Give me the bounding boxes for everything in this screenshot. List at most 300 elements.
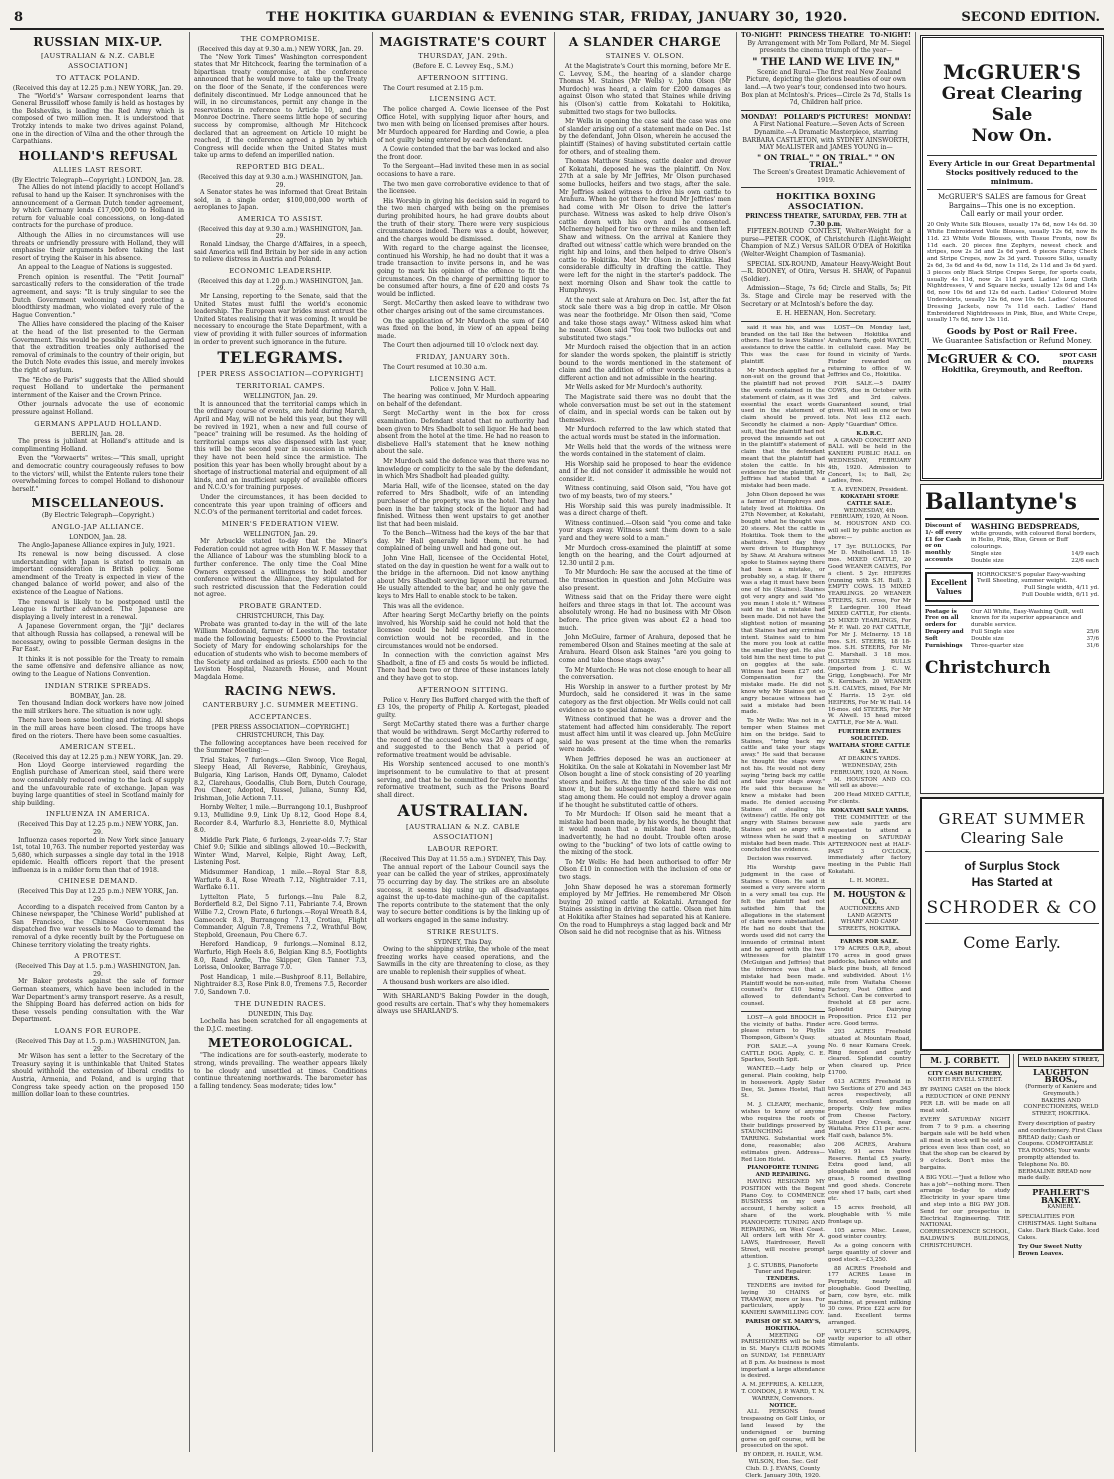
dateline: BOMBAY, Jan. 28. — [70, 692, 126, 700]
paragraph: To Mr Wells: He had been authorised to offer Mr Olson £10 in connection with the inclusion of one or two stags. — [559, 858, 731, 881]
column-2 — [194, 32, 367, 1452]
corbett-text: BY PAYING CASH on the block a REDUCTION of ONE PENNY PER LB. will be made on all meat sold. — [920, 1087, 1010, 1114]
ad-heading: KOKATAHI SALE YARDS. — [830, 807, 909, 814]
paragraph: Midsummer Handicap, 1 mile.—Royal Star 8.8, Warfurlo 8.4, Rose Wreath 7.12, Nightraider 7.11, Warflake 6.11. — [194, 869, 367, 892]
credit-line: [PER PRESS ASSOCIATION—COPYRIGHT] — [197, 370, 364, 379]
paragraph: According to a dispatch received from Canton by a Chinese newspaper, the "Chinese World" published at San Francisco, the Chinese Government has dispatched five war vessels to Macao to demand the removal of a dyke recently built by the Portuguese on Chinese territory violating the treaty rights. — [12, 903, 184, 949]
paragraph: The two men gave corroborative evidence to that of the licensee. — [377, 180, 549, 196]
article-heading: AUSTRALIAN. — [397, 801, 529, 821]
paragraph: Even the "Vorwaerts" writes:—"This small, upright and democratic country courageously refuses to bow to the victors' will, whilst the Entente rulers tone their overwhelming forces to compel Holland to dishonour herself." — [12, 455, 184, 493]
dateline: LONDON, Jan. 28. — [69, 533, 127, 541]
paragraph: Other journals advocate the use of economic pressure against Holland. — [12, 401, 184, 416]
newspaper-title: THE HOKITIKA GUARDIAN & EVENING STAR, FRIDAY, JANUARY 30, 1920. — [266, 10, 848, 25]
dateline: DUNEDIN, This Day. — [248, 1010, 313, 1018]
paragraph: The "World's" Warsaw correspondent learns that General Brussiloff whose family is held as hostages by the Bolsheviks, is leading the Red Army which is composed of two million men. It is understood that Trotzky intends to make two drives against Poland, one in the direction of Vilna and the other through the Carpathians. — [12, 92, 184, 146]
mcgruer-headline: Now On. — [971, 126, 1053, 146]
subheading: INDIAN STRIKE SPREADS. — [44, 681, 152, 690]
credit-line: [AUSTRALIAN & N.Z. CABLE ASSOCIATION] — [405, 823, 521, 842]
paragraph: Ronald Lindsay, the Charge d'Affaires, in a speech, said America will find Britain by her side in any action to relieve distress in Austria and Poland. — [194, 241, 367, 264]
paragraph: His Worship gave judgment in the case of Staines v. Olson. He said it seemed a very severe storm in a very small tea cup. He felt the plaintiff had not satisfied him that the allegations in the statement of claim were substantiated. He had no doubt that the words used did not carry the innuendo of criminal intent and he agreed with the two witnesses for plaintiff (McGuigan and Jeffries) that the inference was that a mistake had been made. Plaintiff would be non-suited, counsel's for £10 being allowed to defendant's counsel. — [741, 864, 825, 1007]
laughton-advert — [1018, 1054, 1104, 1258]
price-line — [971, 643, 1099, 650]
paragraph: A Cowie contended that the bar was locked and also the front door. — [377, 146, 549, 161]
paragraph: Maria Hall, wife of the licensee, stated on the day referred to Mrs Shadbolt, wife of an intending purchaser of the property, was in the hotel. They had been in the bar taking stock of the liquor and had finished. Witness then went upstairs to get another list that had been mislaid. — [377, 482, 549, 528]
ballantyne-desc: white grounds, with coloured floral borders, in Helio, Pink, Blue, Green or Buff colourings. — [971, 530, 1097, 551]
size-label: Double size — [971, 635, 1004, 642]
column-4 — [559, 32, 731, 1452]
divider — [925, 605, 1099, 606]
farm-listing: 613 ACRES Freehold in two Sections of 270 and 343 acres respectively, all fenced, excellent grazing property. Only few miles from Cheese Factory. Situated Dry Creek, near Waitaha. Price £11 per acre. Half cash, balance 5%. — [828, 1078, 911, 1140]
paragraph: His Worship in giving his decision said in regard to the two men charged with being on the premises during prohibited hours, he had grave doubts about the truth of their story. There were very suspicious circumstances indeed. There was a doubt, however, and the charges would be dismissed. — [377, 197, 549, 243]
subheading: REPORTED BIG DEAL. — [236, 162, 325, 171]
paragraph: After hearing Sergt McCarthy briefly on the points involved, his Worship said he could not hold that the licensee could be held responsible. The licence conviction would not be recorded, and in the circumstances would not be endorsed. — [377, 612, 549, 650]
paragraph: An appeal to the League of Nations is suggested. — [18, 264, 173, 272]
monday-label: MONDAY! — [874, 112, 911, 121]
paragraph: To Mr Wells: Was not in a temper when Staines met him on the bridge. Said to Staines, "bring back my cattle and take your stags away." He said that because he thought the stags were not his. He would not deny saying "bring back my cattle and take your stags away." He said this because he knew a mistake had been made. He denied accusing Staines of stealing his (witness') cattle. He only got angry with Staines because Staines got so angry with witness when he said that a mistake had been made. This concluded the evidence. — [741, 718, 825, 854]
advert-sharland: With SHARLAND'S Baking Powder in the dough, good results are certain. That's why they homemakers always use SHARLAND'S. — [377, 993, 549, 1016]
ad-heading: TENDERS. — [766, 1276, 800, 1283]
farm-listing: 105 acres Misc. Lease, good winter country. — [828, 1227, 911, 1241]
paragraph: Mr Murdoch applied for a non-suit on the ground that the plaintiff had not proved the words contained in the statement of claim, as it was essential the exact words used in the statement of claim should be proved. Secondly he claimed a non-suit, that the plaintiff had not proved the innuendo set out in the plaintiff's statement of claim that the defendant meant that the plaintiff had stolen the cattle. In his evidence for the plaintiff, Mr Jeffries had stated that a mistake had been made. — [741, 367, 825, 490]
paragraph: Witness continued that he was a drover and the statement had affected him considerably. The report must affect him until it was cleared up. John McGuire said he was present at the time when the remarks were made. — [559, 716, 731, 754]
paragraph: The Allies do not intend placidly to accept Holland's refusal to hand up the Kaiser. It synchronises with the announcement of a German Dutch tender agreement, by which Germany lends £17,000,000 to Holland in return for valuable coal concessions, on long-dated contracts for the purchase of produce. — [12, 184, 184, 230]
signature: E. H. HEENAN, Hon. Secretary. — [776, 310, 876, 318]
subheading: TO ATTACK POLAND. — [55, 74, 141, 82]
dateline: (Received this day at 12.25 p.m.) NEW YORK, Jan. 29. — [12, 754, 184, 762]
theatre-text: A First National Feature.—Seven Acts of Screen Dynamite.—A Dramatic Masterpiece, starring BARBARA CASTLETON, with SYDNEY AINSWORTH, MAY McALISTER and JAMES YOUNG in— — [742, 121, 910, 152]
paragraph: In connection with the conviction against Mrs Shadbolt, a fine of £5 and costs 5s would be inflicted. There had been two or three of these instances lately and they have got to stop. — [377, 652, 549, 682]
ballantyne-postage: Postage is Free on all orders for Drapery and Soft Furnishings — [925, 608, 964, 649]
bottom-adverts — [920, 1054, 1104, 1258]
ad-heading: WAITAHA STORE CATTLE SALE. — [828, 742, 911, 756]
schroder-company: SCHRODER & CO — [926, 898, 1098, 918]
dateline: CHRISTCHURCH, This Day. — [236, 613, 325, 621]
boxing-text: FIFTEEN-ROUND CONTEST, Welter-Weight for a purse—PETER COOK, of Christchurch (Light-Weight Champion of N.Z.) Versus SAILOR O'DEA of Hokitika (Welter-Weight Champion of Tasmania). — [741, 228, 911, 259]
paragraph: When Jeffries deposed he was an auctioneer at Hokitika. On the sale at Kokatahi in November last Mr Olson bought a line of stock consisting of 20 yearling steers and heifers. At the time of the sale he did not know it, but he subsequently heard there was one stag among them. He could not employ a drover again if he thought he substituted cattle of others. — [559, 756, 731, 809]
schroder-tagline: Come Early. — [963, 933, 1061, 952]
subheading: LICENSING ACT. — [429, 95, 497, 104]
schroder-advert — [920, 797, 1104, 1051]
ballantyne-row — [925, 572, 1099, 602]
theatre-text: By Arrangement with Mr Tom Pollard, Mr M. Siegel presents the cinema triumph of the year— — [747, 39, 911, 55]
price-line — [971, 629, 1099, 636]
monday-label: MONDAY! — [741, 112, 778, 121]
subheading: CANTERBURY J.C. SUMMER MEETING. — [202, 701, 359, 710]
subheading: FRIDAY, JANUARY 30th. — [415, 353, 511, 361]
divider — [741, 187, 911, 188]
cattle-list: 17 3yr. BULLOCKS, For Mr D. Mulholland. 15 18-mos. MIXED CATTLE, 20 Good WEANER CALVES, For a client. 5 2yr. HEIFERS (running with S.H. Bull). 2 EMPTY COWS. 15 MIXED YEARLINGS. 20 WEANER STEERS, S.H. cross, For Mr P. Lardegrer. 100 Head MIXED CATTLE, For clients. 25 MIXED YEARLINGS, For Mr F. Wall. 20 FAT CATTLE, For Mr J. McInerny. 15 18 mos. S.H. STEERS, 18 18-mos. S.H. STEERS, For Mr C. Marshall. 3 18 mos. HOLSTEIN BULLS (imported from J. C. W. Grigg, Longbeach). For Mr N. Kernbach. 20 WEANER S.H. CALVES, mixed, For Mr V. Harris. 15 2-yr. old HEIFERS, For Mr W. Hall. 14 16-mos. old STEERS, For Mr W. Alwell. 15 head mixed CATTLE, For Mr A. Wall. — [828, 543, 911, 727]
price-value: 22/6 each — [1071, 557, 1099, 564]
signature: L. H. MOREL. — [849, 877, 890, 884]
article-heading: MAGISTRATE'S COURT — [379, 35, 547, 49]
pictures-label: POLLARD'S PICTURES! — [783, 112, 869, 121]
film-title: " ON TRIAL." " ON TRIAL." " ON TRIAL." — [757, 152, 895, 170]
price-line — [971, 551, 1099, 558]
ad-heading: NOTICE. — [769, 1402, 797, 1409]
ballantyne-quilt — [971, 609, 1099, 650]
paragraph: Hereford Handicap, 9 furlongs.—Nominal 8.12, Warfurlo, High Heels 8.6, Belgian King 8.5, Footlights 8.0, Rand Ardle, The Skipper, Glen Tanner 7.3, Lorissa, Onlooker, Barrage 7.0. — [194, 941, 367, 972]
subheading: ALLIES LAST RESORT. — [53, 165, 143, 174]
houston-name: M. HOUSTON & CO. — [833, 888, 906, 907]
divider — [1018, 1185, 1104, 1186]
ad-heading: FARMS FOR SALE. — [840, 938, 899, 945]
corbett-business: CITY CASH BUTCHERY, — [927, 1070, 1003, 1077]
ballantyne-bedspreads — [971, 523, 1099, 565]
farm-listing: 15 acres freehold, all ploughable with ½ mile frontage up. — [828, 1205, 911, 1225]
theatre-name: PRINCESS THEATRE — [788, 31, 864, 39]
column-3 — [377, 32, 549, 1452]
signature: A. M. JEFFRIES, A. KELLER, T. CONDON, J. P. WARD, T. N. WARREN, Convenors. — [741, 1382, 825, 1402]
edition-label: SECOND EDITION. — [961, 10, 1100, 25]
ad-heading: PIANOFORTE TUNING AND REPAIRING. — [747, 1165, 819, 1179]
farm-listing: As a going concern with large quantity of clover and good stock.—£3,250. — [828, 1243, 911, 1263]
ad-heading: K.D.R.C. — [856, 430, 883, 437]
price-line — [971, 636, 1099, 643]
ballantyne-desc: Our All White, Easy-Washing Quilt, well known for its superior appearance and durable service. — [971, 608, 1084, 629]
paragraph: To the Bench—Witness had the keys of the bar that day. Mr Hall generally held them, but he had complained of being unwell and had gone out. — [377, 530, 549, 553]
classified-ad: WANTED.—Lady help or general. Plain cooking, help in housework. Apply Sister Dee, St. James Hostel, Hall St. — [741, 1066, 825, 1100]
dateline: WELLINGTON, Jan. 29. — [243, 393, 318, 401]
houston-line: WHARF AND CAMP STREETS, HOKITIKA. — [838, 919, 901, 933]
ad-heading: KOKATAHI STORE CATTLE SALE. — [840, 493, 899, 507]
classified-ad: M. HOUSTON AND CO. will sell as above:— — [828, 776, 911, 790]
divider — [927, 155, 1097, 156]
paragraph: The following acceptances have been received for the Summer Meeting:— — [194, 739, 367, 755]
ballantyne-row — [925, 523, 1099, 565]
paragraph: John Shaw deposed he was a storeman formerly employed by Mr Jeffries. He remembered Mr Olson buying 20 mixed cattle at Kokatahi. Arranged for Staines assisting in driving the cattle. Olson met him at Hokitika after Staines had separated his at Kaniere. On the road to Humphreys a stag lagged back and Mr Olson said he did not recognise that as his. Witness — [559, 883, 731, 937]
classified-ad: THE COMMITTEE of the new sale yards are requested to attend a meeting on SATURDAY AFTERNOON next at HALF-PAST 3 O'CLOCK, immediately after factory meeting in the Public Hall Kokatahi. — [828, 814, 911, 875]
column-6 — [920, 32, 1104, 1452]
corbett-text: EVERY SATURDAY NIGHT from 7 to 9 p.m. a cheering bargain sale will be held when all meat in stock will be sold at prices even less than cost, so that the shop can be cleared by 9 o'clock. Don't miss the bargains. — [920, 1117, 1010, 1171]
article-heading: METEOROLOGICAL. — [207, 1036, 354, 1051]
dateline: (Received this day at 12.25 p.m.) NEW YORK, Jan. 29. — [12, 85, 184, 92]
paragraph: Trial Stakes, 7 furlongs.—Glen Swoop, Vice Regal, Sleepy Head, All Reverse, Rabbinic, Greyhaus, Bulgaria, King Larison, Hands Off, Dynamo, Calodet 8.2, Clarehaus, Goodallis, Club Born, Dutch Courage, Pou Cheer, Adopted, Russel, Juliana, Sunny Kid, Irishman, Jolie Actionn 7.11. — [194, 756, 367, 802]
paragraph: It is announced that the territorial camps which in the ordinary course of events, are held during March, April and May, will not be held this year, but they will be revived in 1921, when a new and full course of "peace" training will be resumed. As the holding of territorial camps was also dispensed with last year, this will be the second year in succession in which they have not been held since the armistice. The position this year has been wholly brought about by a shortage of instructional material and equipment of all kinds, and an insufficient supply of available officers and N.C.O.'s for training purposes. — [194, 400, 367, 492]
subheading: A PROTEST. — [74, 952, 122, 961]
paragraph: The annual report of the Labour Council says the year can be called the year of strikes, approximately 75 occurring day by day. The strikes are an absolute success, it seems big using up all disadvantages against the up-to-date machine-gun of the capitalist. The reports contribute to the statement that the only way to secure better conditions is by the linking up of all workers engaged in the same industry. — [377, 863, 549, 925]
signature: J. C. STUBBS, Pianoforte Tuner and Repairer. — [747, 1262, 819, 1276]
subheading: PROBATE GRANTED. — [239, 602, 322, 611]
paragraph: Mr Lansing, reporting to the Senate, said that the United States must fulfil the world's economic leadership. The European war brides must entrust the United States realising that it was coming. It would be necessary to encourage the State Department, with a view of providing it with fuller sources of information in order to prevent such ignorance in the future. — [194, 293, 367, 346]
subheading: LOANS FOR EUROPE. — [54, 1026, 142, 1035]
article-heading: A SLANDER CHARGE — [568, 35, 722, 49]
divider — [741, 1011, 825, 1012]
mcgruer-text: McGRUER'S SALES are famous for Great Bargains—This one is no exception. — [937, 193, 1087, 210]
farm-listing: 88 ACRES Freehold and 177 ACRES Lease in Perpetuity, nearly all ploughable. Good Dwelling, barn, cow byre, etc. milk machine, at present milking 30 cows. Price £22 acre for land. Excellent terms arranged. — [828, 1265, 911, 1326]
paragraph: It thinks it is not possible for the Treaty to remain the same offensive and defensive alliance as now, owing to the League of Nations Convention. — [12, 655, 184, 678]
pfahlert-name: PFAHLERT'S BAKERY. — [1032, 1187, 1090, 1205]
column-rule — [554, 32, 555, 1452]
subheading: THE COMPROMISE. — [240, 35, 321, 43]
schroder-text: of Surplus Stock — [964, 859, 1060, 873]
laughton-name: LAUGHTON BROS., — [1033, 1066, 1089, 1085]
signature: T. A. EVENDEN, President. — [831, 487, 908, 494]
divider — [925, 568, 1099, 569]
paragraph: Although the Allies in no circumstances will use threats or unfriendly pressure with Holland, they will emphasise their arguments before taking the last resort of trying the Kaiser in his absence. — [12, 231, 184, 262]
paragraph: The Court resumed at 10.30 a.m. — [383, 364, 488, 371]
column-rule — [736, 32, 737, 1452]
ad-date: WEDNESDAY, 25th FEBRUARY, 1920, At Noon. — [830, 763, 909, 776]
corbett-name: M. J. CORBETT. — [920, 1054, 1010, 1068]
dateline: (Received This Day at 11.55 a.m.) SYDNEY, This Day. — [379, 856, 547, 864]
paragraph: Sergt McCarthy went in the box for cross examination. Defendant stated that no authority had been given to Mrs Shadbolt to sell liquor. He had been absent from the hotel at the time. He had no reason to disbelieve Hall's statement that he knew nothing about the sale. — [377, 410, 549, 456]
paragraph: A Japanese Government organ, the "Jiji" declares that although Russia has collapsed, a renewal will be necessary, owing to possible German designs in the Far East. — [12, 623, 184, 654]
article-heading: HOLLAND'S REFUSAL — [18, 148, 178, 163]
paragraph: To Mr Murdoch: If Olson said he meant that a mistake had been made, by his words, he thought that it would mean that a mistake had been made, inadvertently, he had no doubt. Trouble often arose owing to the "bucking" of two lots of cattle owing to the mixing of the stock. — [559, 811, 731, 857]
subheading: ANGLO-JAP ALLIANCE. — [51, 522, 145, 531]
paragraph: Influenza cases reported in New York since January 1st, total 10,763. The number reported yesterday was 5,680, which surpasses a single day total in the 1918 epidemic. Health officers report that the present influenza is in a milder form than that of 1918. — [12, 836, 184, 874]
signature: BY ORDER, H. HAILE, W.M. WILSON, Hon. Sec. Golf Club. D. J. EVANS, County Clerk. January 30th, 1920. — [743, 1452, 823, 1479]
divider — [927, 349, 1097, 350]
divider — [377, 989, 549, 990]
dateline: (Received this day at 1.20 p.m.) WASHINGTON, Jan. 29. — [198, 277, 363, 293]
dateline: (Received This Day at 1.5. p.m.) WASHINGTON, Jan. 29. — [15, 963, 181, 978]
paragraph: Mr Murdoch referred to the law which stated that the actual words must be stated in the information. — [559, 426, 731, 441]
paragraph: John Olson deposed he was a farmer of Humphreys and lately lived at Hokitika. On 27th November, at Kokatahi, bought what he thought was 20 steers. Met the cattle in Hokitika. Took them to the abattoirs. Next day they were driven to Humphreys by Shaw. At Arahura witness spoke to Staines saying there had been a mistake, or probably so, a stag. If there was a stag it must have been one of his (Staines). Staines got very angry and said "do you mean I stole it." Witness said no that a mistake had been made. Did not have the slightest notion of meaning that Staines had any criminal intent. Staines said to him the more you look at cattle the smaller they get. He also told him the next time to put on goggles at the sale. Witness had been £27 odd. Compensation for the mistake made. He did not know why Mr Staines got so angry because witness had said a mistake had been made. — [741, 491, 825, 716]
paragraph: Mr Wells asked for Mr Murdoch's authority. — [565, 384, 703, 392]
size-label: Double size — [971, 557, 1004, 564]
classified-ad: ALL PERSONS found trespassing on Golf Links, or land leased by the undersigned or burning gorse on golf course, will be prosecuted on the spot. — [741, 1409, 825, 1450]
classified-ad: FOR SALE.—5 DAIRY COWS, due in October with 3rd and 3rd calves. Guaranteed sound, trial given. Will sell in one or two lots. Not less £12 each. Apply "Guardian" Office. — [828, 381, 911, 428]
paragraph: His Worship in answer to a further protest by Mr Murdoch, said he considered it was in the same category as the first objection. Mr Wells could not call evidence as to special damage. — [559, 683, 731, 714]
boxing-text: SPECIAL SIX-ROUND, Amateur Heavy-Weight Bout—R. ROONEY, of Otira, Versus H. SHAW, of Papanui (Soldier). — [741, 260, 911, 283]
laughton-text: Every description of pastry and confectionery. First Class BREAD daily; Cash or Coupons. COMFORTABLE TEA ROOMS; Your wants promptly attended to. Telephone No. 80. BERMALINE BREAD now made daily. — [1018, 1120, 1103, 1182]
classified-ad: A GRAND CONCERT AND BALL will be held in the KANIERI PUBLIC HALL on WEDNESDAY, FEBRUARY 4th, 1920. Admission to Concert, 1s; to Ball, 2s; Ladies, free. — [828, 437, 911, 485]
split-section — [741, 325, 911, 1479]
paragraph: Its renewal is now being discussed. A close understanding with Japan is stated to remain an important consideration in British policy. Some amendment of the Treaty is expected in view of the changed balance of world power, and also of the existence of the League of Nations. — [12, 551, 184, 597]
mcgruer-towns: Hokitika, Greymouth, and Reefton. — [941, 364, 1083, 374]
paragraph: Witness continuing, said Olson said, "You have got two of my beasts, two of my steers." — [559, 485, 731, 501]
price-value: 31/6 — [1086, 642, 1099, 649]
paragraph: Hon Lloyd George interviewed regarding the English purchase of American steel, said there were now considerably reduced owing to the lack of supply and the unfavourable rate of exchange. Japan was buying large quantities of steel in Scotland mainly for ship building. — [12, 761, 184, 807]
paragraph: Witness continued.—Olson said "you come and take your stags away. Witness sent them down to a sale yard and they were sold to a man." — [559, 519, 731, 543]
boxing-text: Admission—Stage, 7s 6d; Circle and Stalls, 5s; Pit 3s. Stage and Circle may be reserved with the Secretary or at McIntosh's before the day. — [741, 285, 911, 308]
paragraph: To the Sergeant—Had invited these men in as social occasions to have a rare. — [377, 163, 549, 178]
subheading: STAINES V. OLSON. — [605, 52, 685, 60]
paragraph: The press is jubilant at Holland's attitude and is complimenting Holland. — [12, 438, 184, 453]
price-line — [971, 558, 1099, 565]
tonight-label: TO-NIGHT! — [869, 31, 911, 39]
column-rule — [372, 32, 373, 1452]
paragraph: The Court resumed at 2.15 p.m. — [383, 84, 484, 92]
paragraph: Mr Arbuckle stated to-day that the Miner's Federation could not agree with Hon W. F. Massey that the Alliance of Labour was the stumbling block to a further conference. The only time the Coal Mine Owners expressed a willingness to hold another conference without the Alliance, they stipulated for such restricted discussion that the Federation could not agree. — [194, 538, 367, 599]
classified-ad: M. HOUSTON AND CO. will sell by public auction as above:— — [828, 521, 911, 541]
paragraph: There have been some looting and rioting. All shops in the mill areas have been closed. The troops have fired on the rioters. There have been some casualties. — [12, 717, 184, 740]
ballantyne-city: Christchurch — [925, 658, 1051, 679]
divider — [925, 851, 1099, 852]
mcgruer-tagline: SPOT CASH DRAPERS — [1059, 353, 1097, 366]
paragraph: Sergt. McCarthy then asked leave to withdraw two other charges arising out of the same circumstances. — [377, 300, 549, 316]
monday-header — [741, 114, 911, 122]
price-value: 25/6 — [1086, 628, 1099, 635]
mcgruer-advert — [920, 35, 1104, 481]
dateline: (Received This Day at 12.25 p.m.) NEW YORK, Jan. 29. — [17, 821, 179, 836]
subheading: LABOUR REPORT. — [427, 845, 499, 854]
ad-heading: FURTHER ENTRIES SOLICITED. — [838, 729, 901, 742]
mcgruer-list: 20 Only White Silk Blouses, usually 17s 6d, now 14s 6d. 30 White Embroidered Voile Blouses, usually 12s 6d, now 8s 11d. 23 White Voile Blouses, with Tissue Fronts, now 8s 11d each. 20 pieces fine Zephyrs, newest check and stripes, now 2s 3d and 2s 6d yard. 6 pieces Fancy Check and Stripe Crepes, now 2s 3d yard. Tussore Silks, usually 2s 6d, 3s 6d and 4s 6d, now 1s 11d, 2s 11d and 3s 6d yard. 3 pieces only Black Stripe Crepes Serge, for sports coats, usually 4s 11d, now 2s 11d yard. Ladies' Long Cloth Nightdresses, V and Square necks, usually 12s 6d and 14s 6d, now 10s 6d and 12s 6d each. Ladies' Coloured Moire Underskirts, usually 12s 6d, now 10s 6d. Ladies' Coloured Dressing Jackets, now 7s 11d each. Ladies' Hand Embroidered Nightdresses in Pink, Blue, and White Crepe, usually 17s 6d, now 13s 11d. — [927, 222, 1097, 324]
subheading: THE DUNEDIN RACES. — [234, 999, 327, 1008]
corbett-advert — [920, 1054, 1014, 1258]
paragraph: Under the circumstances, it has been decided to concentrate this year upon training of officers and N.C.O's of the permanent territorial and cadet forces. — [194, 493, 367, 517]
dateline: (Received This Day at 1.5. p.m.) WASHINGTON, Jan. 29. — [15, 1037, 181, 1053]
subheading: INFLUENZA IN AMERICA. — [45, 810, 151, 819]
price-line: Full Double width, 6/11 yd. — [1021, 591, 1099, 598]
paragraph: Mr Murdoch cross-examined the plaintiff at some length on the hearing, and the Court adjourned at 12.30 until 2 p.m. — [559, 544, 731, 567]
dateline: WELLINGTON, Jan. 29. — [243, 530, 318, 538]
mcgruer-text: Every Article in our Great Departmental Stocks positively reduced to the minimum. — [928, 159, 1096, 186]
dateline: (Received this day at 9.30 a.m.) WASHINGTON, Jan. 29. — [198, 225, 363, 241]
article-heading: TELEGRAMS. — [217, 348, 344, 368]
paragraph: To Mr Murdoch: He was not close enough to hear all the conversation. — [559, 666, 731, 682]
mcgruer-text: Call early or mail your order. — [960, 210, 1064, 219]
subheading: AFTERNOON SITTING. — [417, 685, 509, 694]
mcgruer-name: McGRUER'S — [943, 60, 1081, 84]
ad-date: WEDNESDAY, 4th FEBRUARY, 1920, At Noon. — [830, 507, 909, 521]
paragraph: The "New York Times" Washington correspondent states that Mr Hitchcock, fearing the termination of a bipartisan treaty compromise, at the conference announced that he would move to take up the Treaty on the floor of the Senate, if the conferences were definitely discontinued. Mr Lodge announced that he will, in no circumstances, permit any change in the reservations in reference to Article 10, and the Monroe Doctrine. There seems little hope of securing success by compromise, although Mr Hitchcock declared that an agreement on Article 10 might be reached, if the conference agreed a plan by which Congress will decide when the United States must take up arms to defend an imperilled nation. — [194, 53, 367, 160]
classified-ad: LOST—On Monday last, between Hokitika and Arahura Yards, gold WATCH, in celluloid case. May be found in vicinity of Yards. Finder rewarded on returning to office of W. Jeffries and Co., Hokitika. — [828, 324, 911, 379]
farm-listing: 206 ACRES, Arahura Valley, 91 acres Native Reserve. Rental £5 yearly. Extra good land, all ploughable and in good grass, 5 roomed dwelling and good sheds. Concrete cow shed 17 bails, cart shed etc. — [828, 1142, 911, 1203]
divider — [925, 923, 1099, 924]
article-heading: MISCELLANEOUS. — [31, 496, 165, 511]
divider — [741, 110, 911, 111]
divider — [927, 189, 1097, 190]
masthead — [10, 4, 1104, 30]
paragraph: A thousand bush workers are also idled. — [383, 978, 510, 986]
column-rule — [189, 32, 190, 1452]
paragraph: The police charged A. Cowie licensee of the Post Office Hotel, with supplying liquor after hours, and two men with being on licensed premises after hours. Mr Murdoch appeared for Harding and Cowie, a plea of not guilty being entered by each defendant. — [377, 106, 549, 144]
paragraph: Post Handicap, 1 mile.—Bushproof 8.11, Bellabire, Nightraider 8.3, Rose Pink 8.0, Tremens 7.5, Recorder 7.0, Sandown 7.0. — [194, 973, 367, 996]
tonight-label: TO-NIGHT! — [741, 31, 783, 39]
column-5 — [741, 31, 911, 1479]
size-label: Single size — [971, 550, 1002, 557]
paragraph: "The indications are for south-easterly, moderate to strong, winds prevailing. The weather appears likely to be cloudy and unsettled at times. Conditions continue threatening northwards. The barometer has a falling tendency. Seas moderate; tides low." — [194, 1052, 367, 1090]
paragraph: His Worship said this was purely inadmissible. It was a direct charge of theft. — [559, 502, 731, 518]
excellent-values-badge: Excellent Values — [925, 572, 973, 602]
paragraph: The hearing was continued, Mr Murdoch appearing on behalf of the defendant. — [377, 393, 549, 408]
dateline: (Before E. C. Levvey Esq., S.M.) — [412, 63, 514, 70]
subheading: GERMANS APPLAUD HOLLAND. — [34, 419, 162, 428]
paragraph: A Senator states he was informed that Great Britain sold, in a single order, $100,000,000 worth of aeroplanes to Japan. — [194, 189, 367, 212]
dateline: Police v. John V. Hall. — [430, 385, 496, 393]
laughton-text: BAKERS AND CONFECTIONERS, WELD STREET, HOKITIKA. — [1023, 1097, 1099, 1118]
paragraph: The renewal is likely to be postponed until the League is further advanced. The Japanese are displaying a lively interest in a renewal. — [12, 598, 184, 621]
subcolumn-right — [828, 325, 911, 1479]
pfahlert-place: KANIERI. — [1047, 1204, 1075, 1211]
laughton-header: WELD BAKERY STREET, — [1018, 1054, 1104, 1067]
schroder-headline: GREAT SUMMER — [938, 810, 1086, 828]
size-label: Full Single size — [971, 628, 1015, 635]
paragraph: With regard to the charge against the licensee, continued his Worship, he had no doubt that it was a trade transaction to invite persons in, and he was going to mark his opinion of the offence to fit the circumstances. On the charge of permitting liquor to be consumed after hours, a fine of £20 and costs 7s would be inflicted. — [377, 245, 549, 298]
price-value: 37/6 — [1086, 635, 1099, 642]
schroder-text: Has Started at — [971, 875, 1053, 889]
ballantyne-desc: HORROCKSE'S popular Easy-washing Twill Sheeting, summer weight. — [977, 571, 1086, 585]
paragraph: said it was his, and was branded on the tail like the others. Had to leave Staines' assistance to drive the cattle. This was the case for plaintiff. — [741, 324, 825, 365]
paragraph: Probate was granted to-day in the will of the late William Macdonald, farmer of Leeston. The testator made the following bequests: £5000 to the Provincial Society of Mary for endowing scholarships for the education of students who wish to become members of the Society and ordained as priests. £500 each to the Leviston Hospital, Nazareth House, and Mount Magdala Home. — [194, 620, 367, 681]
paragraph: The Allies have considered the placing of the Kaiser at the head of the list presented to the German Government. This would be possible if Holland agreed that the extradition treaties only authorised the removal of criminals to the country of their origin, but the Dutch Note evades this issue, and merely invokes the right of asylum. — [12, 321, 184, 374]
boxing-date: PRINCESS THEATRE, SATURDAY, FEB. 7TH at 7.30 p.m. — [745, 213, 907, 228]
subheading: CHINESE DEMAND. — [58, 877, 138, 886]
theatre-header — [741, 32, 911, 40]
paragraph: Lochella has been scratched for all engagements at the D.J.C. meeting. — [194, 1018, 367, 1033]
subheading: AMERICAN STEEL. — [59, 743, 137, 752]
subheading: STRIKE RESULTS. — [426, 927, 500, 936]
ballantyne-advert — [920, 484, 1104, 794]
column-rule — [915, 32, 916, 1452]
ad-heading: PARISH OF ST. MARY'S, HOKITIKA. — [745, 1318, 821, 1332]
dateline: (Received this day at 9.30 a.m.) WASHINGTON, Jan. 29. — [198, 173, 363, 189]
paragraph: Witness said that on the Friday there were eight heifers and three stags in that lot. The account was absolutely wrong. He had no business with Mr Olson before. The price given was about £2 a head too much. — [559, 594, 731, 632]
credit-line: [AUSTRALIAN & N.Z. CABLE ASSOCIATION] — [40, 52, 156, 70]
article-heading: RACING NEWS. — [224, 684, 337, 699]
theatre-text: The Screen's Greatest Dramatic Achievement of 1919. — [753, 168, 905, 184]
classified-ad: WOLFE'S SCHNAPPS, vastly superior to all other stimulants. — [828, 1328, 911, 1349]
houston-box — [828, 888, 911, 936]
paragraph: This was all the evidence. — [383, 602, 464, 610]
paragraph: On the application of Mr Murdoch the sum of £40 was fixed on the bond, in view of an appeal being made. — [377, 317, 549, 340]
houston-line: AUCTIONEERS AND LAND AGENTS — [839, 905, 900, 919]
pfahlert-text: SPECIALITIES FOR CHRISTMAS. Light Sultana Cake. Dark Black Cake. Iced Cakes. — [1018, 1214, 1100, 1241]
credit-line: (By Electric Telegraph—Copyright.) — [41, 512, 155, 520]
price-value: 14/9 each — [1071, 550, 1099, 557]
paragraph: The Court then adjourned till 10 o'clock next day. — [383, 342, 539, 350]
paragraph: Thomas Matthew Staines, cattle dealer and drover of Kokatahi, deposed he was the plaintiff. On Nov. 27th at a sale by Mr Jeffries, Mr Olson purchased some bullocks, heifers and two stags, after the sale. Mr Jeffries asked witness to drive his own cattle to Arahura. When he got there he found Mr Jeffries' men had come with Mr Olson to drive the latter's purchase. Witness was asked to help drive Olson's cattle down with his own and he consented. McInerney helped for two or three miles and then left Shaw and witness. On the arrival at Kaniere they drafted out witness' cattle which were branded on the right hip and loins, and then helped to drive Olson's cattle to Hokitika. Met Mr Olson in Hokitika. Had considerable difficulty in drafting the cattle. They were left for the night in the starter's paddock. The next morning Olson and Shaw took the cattle to Humphreys. — [559, 158, 731, 295]
ballantyne-name: Ballantyne's — [925, 489, 1099, 520]
subheading: TERRITORIAL CAMPS. — [235, 382, 326, 391]
page-number: 8 — [14, 10, 24, 25]
classified-ad: 200 Head MIXED CATTLE, For clients. — [828, 792, 911, 805]
pfahlert-text: Try Our Sweet Nutty Brown Loaves. — [1018, 1244, 1082, 1258]
school-advert: A BIG YOU.—"Just a fellow who has a job"—nothing more. Then arrange to-day to study Electricity in your spare time and step into a BIG PAY JOB. Send for our prospectus in Electrical Engineering. THE NATIONAL CORRESPONDENCE SCHOOL, BALDWIN'S BUILDINGS, CHRISTCHURCH. — [920, 1174, 1010, 1249]
farm-listing: 293 ACRES Freehold situated at Mountain Road, No. 6 near Kumara Creek. Ring fenced and partly cleared. Splendid country when cleared up. Price £1700. — [828, 1029, 911, 1077]
paragraph: Mr Baker protests against the sale of former German steamers, which have been included in the War Department's army transport reserve. As a result, the Shipping Board has deferred action on bids for these vessels pending consultation with the War Department. — [12, 978, 184, 1024]
paragraph: Mr Wilson has sent a letter to the Secretary of the Treasury saying it is unthinkable that United States should withhold the extension of liberal credits to Austria, Armenia, and Poland, and is urging that Congress take speedy action on the proposed 150 million dollar loan to these countries. — [12, 1053, 184, 1099]
paragraph: The Anglo-Japanese Alliance expires in July, 1921. — [18, 541, 175, 549]
farm-listing: 179 ACRES O.R.P., about 170 acres in good grass paddocks, balance white and black pine bush, all fenced and subdivided. About 1½ mile from Waitaha Cheese Factory, Post Office and School. Can be converted to freehold at £8 per acre. Splendid Dairying Proposition. Price £12 per acre. Good terms. — [828, 945, 911, 1027]
subcolumn-left — [741, 325, 825, 1479]
dateline: BERLIN, Jan. 28. — [71, 430, 125, 438]
ballantyne-product: WASHING BEDSPREADS, — [971, 522, 1080, 531]
paragraph: Mr Murdoch said the defence was that there was no knowledge or complicity to the sale by the defendant, in which Mrs Shadbolt had pleaded guilty. — [377, 457, 549, 481]
corbett-address: NORTH REVELL STREET. — [927, 1077, 1003, 1084]
laughton-text: (Formerly of Kaniere and Greymouth.) — [1025, 1083, 1097, 1097]
mcgruer-text: Goods by Post or Rail Free. — [946, 327, 1078, 338]
ballantyne-discount: Discount of 1/- off every £1 for Cash or on monthly accounts — [925, 523, 963, 563]
mcgruer-text: We Guarantee Satisfaction or Refund Money. — [932, 337, 1092, 346]
mcgruer-company: McGRUER & CO. — [927, 351, 1041, 366]
paragraph: His Worship sentenced accused to one month's imprisonment to be cumulative to that at present serving, and that he be committed for twelve months' reformative treatment, such as the Prisons Board shall direct. — [377, 761, 549, 799]
schroder-headline: Clearing Sale — [960, 829, 1064, 847]
classified-ad: M. J. CLEARY, mechanic, wishes to know of anyone who requires the roofs of their buildings preserved by STAUNCHING and TARRING. Substantial work done, reasonable; also estimates given. Address—Red Lion Hotel. — [741, 1102, 825, 1163]
ad-subheading: AT DEAKIN'S YARDS. — [838, 756, 901, 763]
classified-ad: HAVING RESIGNED MY POSITION with the Begent Piano Coy. to COMMENCE BUSINESS on my own account, I hereby solicit a share of the work. PIANOFORTE TUNING AND REPAIRING, on West Coast. All orders left with Mr A. LAWS, Hairdresser, Revell Street, will receive prompt attention. — [741, 1179, 825, 1260]
subheading: LICENSING ACT. — [429, 374, 497, 383]
paragraph: His Worship said he proposed to hear the evidence and if he did not consider it admissible he would not consider it. — [559, 460, 731, 483]
mcgruer-headline: Great Clearing Sale — [941, 84, 1083, 125]
size-label: Three-quarter size — [971, 642, 1024, 649]
dateline: SYDNEY, This Day. — [433, 938, 493, 946]
dateline: (Received This Day at 12.25 p.m.) NEW YORK, Jan. 29. — [17, 888, 179, 904]
article-heading: RUSSIAN MIX-UP. — [33, 35, 163, 49]
boxing-heading: HOKITIKA BOXING ASSOCIATION. — [775, 191, 876, 212]
paragraph: The Magistrate said there was no doubt that the whole conversation must be set out in the statement of claim, and in special words can be taken out by themselves. — [559, 393, 731, 424]
subheading: AFTERNOON SITTING. — [417, 73, 509, 82]
paragraph: Mr Wells held that the words of the witness were the words contained in the statement of claim. — [559, 443, 731, 459]
paragraph: Middle Park Plate, 6 furlongs, 2-year-olds 7.7; Star Chief 9.0; Silkie and siblings allowed 10.—Beckwith, Winter Wind, Marvel, Kelpie, Right Away, Left, Listening Post. — [194, 836, 367, 867]
subheading: MINER'S FEDERATION VIEW. — [221, 519, 340, 528]
subheading: THURSDAY, JAN. 29th. — [418, 52, 508, 60]
paragraph: Mr Wells in opening the case said the case was one of slander arising out of a statement made on Dec. 1st by the defendant, John Olson, wherein he accused the plaintiff (Staines) of having substituted certain cattle for others, and of stealing them. — [559, 118, 731, 156]
dateline: (By Electric Telegraph—Copyright.) LONDON, Jan. 28. — [12, 176, 184, 184]
